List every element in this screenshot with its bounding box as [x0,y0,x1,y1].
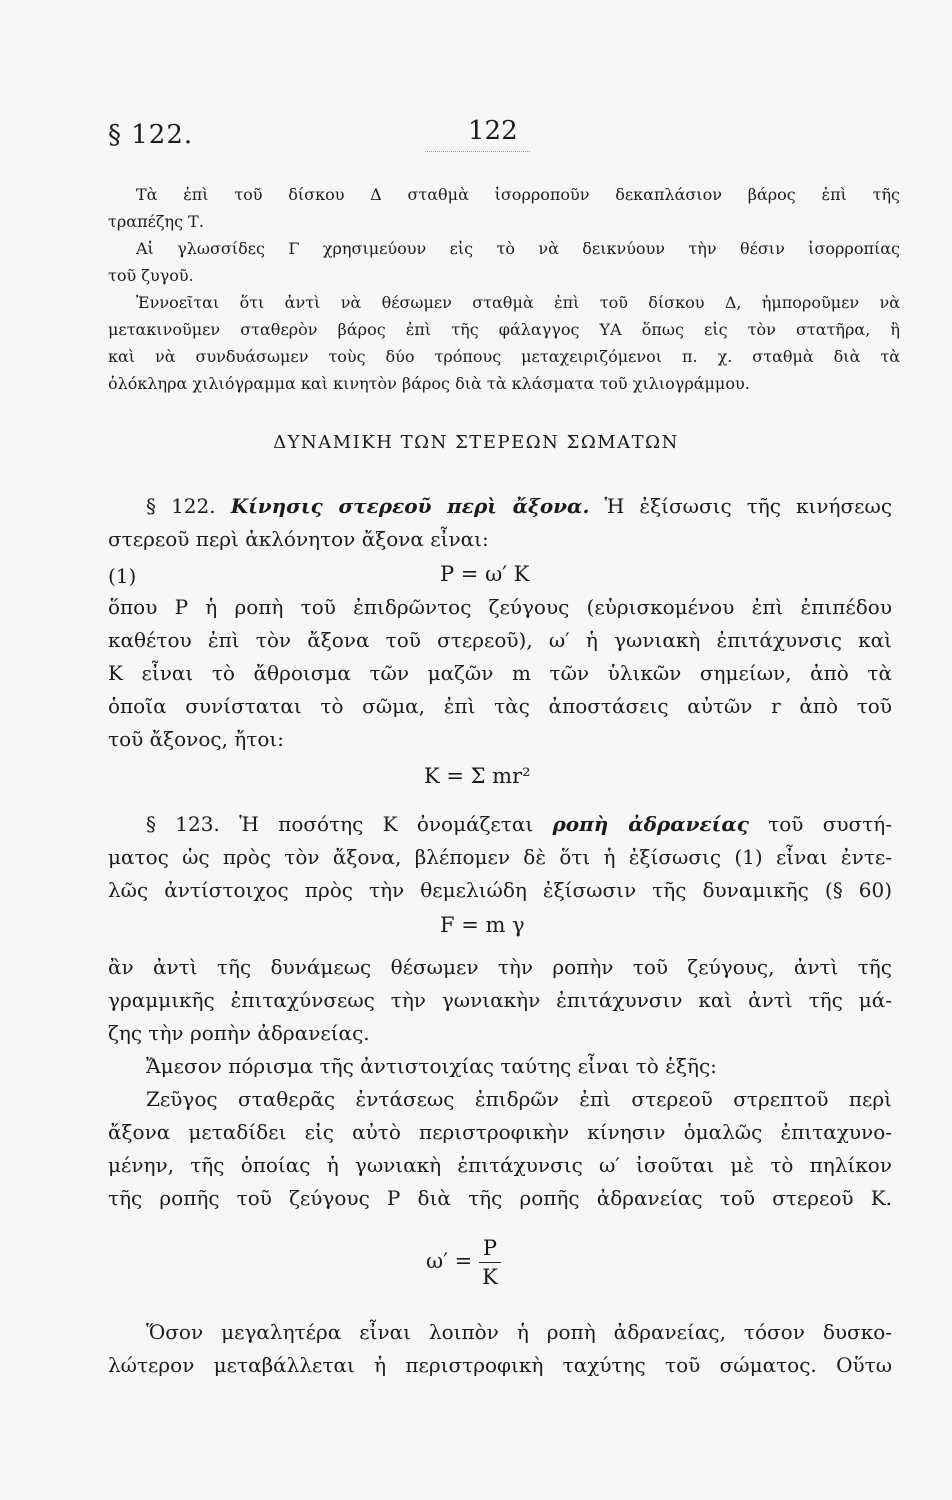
term-moment-of-inertia: ροπὴ ἀδρανείας [552,812,749,836]
text-line: τραπέζης Τ. [108,212,204,231]
text-line: καὶ νὰ συνδυάσωμεν τοὺς δύο τρόπους μεταχειριζόμενοι π. χ. σταθμὰ διὰ τὰ [108,347,900,366]
text-fragment: Ἡ ἐξίσωσις τῆς κινήσεως [604,494,893,518]
text-line: Αἱ γλωσσίδες Γ χρησιμεύουν εἰς τὸ νὰ δεικνύουν τὴν θέσιν ἰσορροπίας [136,239,900,258]
text-line: Τὰ ἐπὶ τοῦ δίσκου Δ σταθμὰ ἰσορροποῦν δεκαπλάσιον βάρος ἐπὶ τῆς [136,185,900,204]
equation-fraction [426,1234,501,1291]
text-line: τῆς ροπῆς τοῦ ζεύγους P διὰ τῆς ροπῆς ἀδρανείας τοῦ στερεοῦ K. [108,1186,892,1210]
text-line: Ὅσον μεγαλητέρα εἶναι λοιπὸν ἡ ροπὴ ἀδρανείας, τόσον δυσκο- [146,1320,892,1344]
text-fragment: τοῦ συστή- [768,812,892,836]
text-line: λῶς ἀντίστοιχος πρὸς τὴν θεμελιώδη ἐξίσωσιν τῆς δυναμικῆς (§ 60) [108,878,892,902]
section-number: § 123. [146,812,220,836]
text-line: ζης τὴν ροπὴν ἀδρανείας. [108,1021,370,1045]
text-line: μετακινοῦμεν σταθερὸν βάρος ἐπὶ τῆς φάλαγγος ΥΑ ὅπως εἰς τὸν στατῆρα, ἢ [108,320,900,339]
header-rule [425,151,530,152]
text-line: καθέτου ἐπὶ τὸν ἄξονα τοῦ στερεοῦ), ω′ ἡ γωνιακὴ ἐπιτάχυνσις καὶ [108,628,892,652]
equation-2: K = Σ mr² [424,764,531,788]
text-fragment: Ἡ ποσότης K ὀνομάζεται [239,812,534,836]
text-line: τοῦ ἄξονος, ἤτοι: [108,727,284,751]
fraction-lhs: ω′ = [426,1249,473,1273]
text-line: ὁλόκληρα χιλιόγραμμα καὶ κινητὸν βάρος διὰ τὰ κλάσματα τοῦ χιλιογράμμου. [108,374,750,393]
text-line: μένην, τῆς ὁποίας ἡ γωνιακὴ ἐπιτάχυνσις ω′ ἰσοῦται μὲ τὸ πηλίκον [108,1153,892,1177]
section-122-first-line [108,490,892,523]
section-123-first-line [108,808,892,841]
text-line: Ζεῦγος σταθερᾶς ἐντάσεως ἐπιδρῶν ἐπὶ στερεοῦ στρεπτοῦ περὶ [146,1087,892,1111]
equation-label: (1) [108,564,137,588]
text-line: ἄξονα μεταδίδει εἰς αὐτὸ περιστροφικὴν κίνησιν ὁμαλῶς ἐπιταχυνο- [108,1120,892,1144]
section-marker: § 122. [108,120,194,150]
text-line: ματος ὡς πρὸς τὸν ἄξονα, βλέπομεν δὲ ὅτι ἡ ἐξίσωσις (1) εἶναι ἐντε- [108,845,892,869]
text-line: τοῦ ζυγοῦ. [108,266,194,285]
section-122-body [108,591,892,756]
text-line: λώτερον μεταβάλλεται ἡ περιστροφικὴ ταχύτης τοῦ σώματος. Οὕτω [108,1353,892,1377]
text-line: γραμμικῆς ἐπιταχύνσεως τὴν γωνιακὴν ἐπιτάχυνσιν καὶ ἀντὶ τῆς μά- [108,988,892,1012]
section-title: Κίνησις στερεοῦ περὶ ἄξονα. [230,494,590,518]
text-line: ἂν ἀντὶ τῆς δυνάμεως θέσωμεν τὴν ροπὴν τοῦ ζεύγους, ἀντὶ τῆς [108,955,892,979]
fraction-numerator: P [479,1234,501,1263]
section-123 [108,808,892,907]
text-line: K εἶναι τὸ ἄθροισμα τῶν μαζῶν m τῶν ὑλικῶν σημείων, ἀπὸ τὰ [108,661,892,685]
page-number: 122 [468,116,518,146]
equation-3: F = m γ [440,913,525,937]
text-line: Ἄμεσον πόρισμα τῆς ἀντιστοιχίας ταύτης εἶναι τὸ ἑξῆς: [146,1054,717,1078]
text-line: Ἐννοεῖται ὅτι ἀντὶ νὰ θέσωμεν σταθμὰ ἐπὶ τοῦ δίσκου Δ, ἠμποροῦμεν νὰ [136,293,900,312]
fraction-denominator: K [482,1265,498,1289]
text-line: ὅπου P ἡ ροπὴ τοῦ ἐπιδρῶντος ζεύγους (εὑρισκομένου ἐπὶ ἐπιπέδου [108,595,892,619]
intro-text [108,181,900,397]
section-123-body [108,951,892,1215]
fraction [479,1234,501,1291]
text-line: ὁποῖα συνίσταται τὸ σῶμα, ἐπὶ τὰς ἀποστάσεις αὐτῶν r ἀπὸ τοῦ [108,694,892,718]
section-122 [108,490,892,556]
section-number: § 122. [146,494,216,518]
section-heading: ΔΥΝΑΜΙΚΗ ΤΩΝ ΣΤΕΡΕΩΝ ΣΩΜΑΤΩΝ [273,432,679,453]
closing-paragraph [108,1316,892,1382]
equation-1: P = ω′ K [440,562,530,586]
text-line: στερεοῦ περὶ ἀκλόνητον ἄξονα εἶναι: [108,527,489,551]
